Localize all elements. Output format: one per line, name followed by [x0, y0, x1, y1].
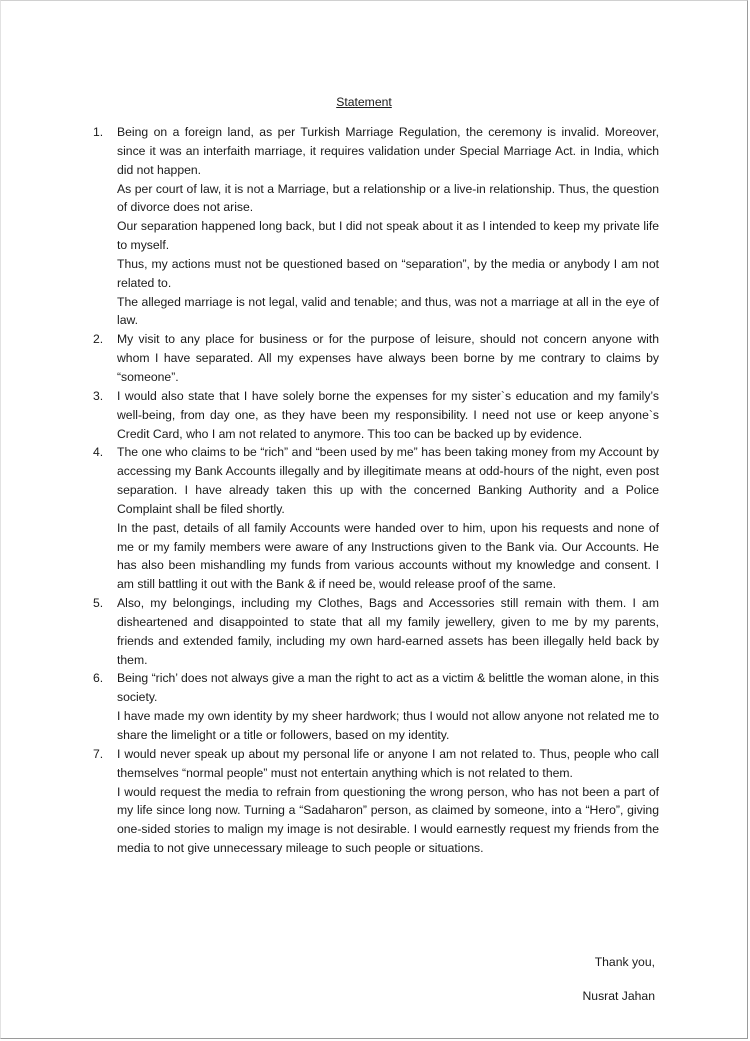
statement-list — [93, 123, 659, 858]
statement-item — [93, 745, 659, 858]
item-paragraph: The one who claims to be “rich” and “been used by me” has been taking money from my Account by accessing my Bank Accounts illegally and by illegitimate means at odd-hours of the night, even post separation. I have already taken this up with the concerned Banking Authority and a Police Complaint shall be filed shortly. — [117, 445, 659, 516]
item-paragraph: Thus, my actions must not be questioned based on “separation”, by the media or anybody I am not related to. — [117, 256, 659, 290]
item-number: 6. — [93, 671, 104, 686]
statement-item — [93, 330, 659, 387]
document-title: Statement — [336, 95, 392, 109]
item-paragraph: I would request the media to refrain from questioning the wrong person, who has not been a part of my life since long now. Turning a “Sadaharon” person, as claimed by someone, into a “Hero”, giving one-sided stories to malign my image is not desirable. I would earnestly request my friends from the media to not give unnecessary mileage to such people or situations. — [117, 784, 659, 856]
item-paragraph: I would never speak up about my personal life or anyone I am not related to. Thus, people who call themselves “normal people” must not entertain anything which is not related to them. — [117, 746, 659, 780]
item-paragraph: Also, my belongings, including my Clothes, Bags and Accessories still remain with them. I am disheartened and disappointed to state that all my family jewellery, given to me by my parents, friends and extended family, including my own hard-earned assets has been illegally held back by them. — [117, 596, 659, 667]
item-paragraph: My visit to any place for business or for the purpose of leisure, should not concern anyone with whom I have separated. All my expenses have always been borne by me contrary to claims by “someone”. — [117, 332, 659, 384]
item-paragraph: I would also state that I have solely borne the expenses for my sister`s education and my family’s well-being, from day one, as they have been my responsibility. I need not use or keep anyone`s Credit Card, who I am not related to anymore. This too can be backed up by evidence. — [117, 388, 659, 441]
statement-item — [93, 387, 659, 444]
item-number: 5. — [93, 596, 104, 611]
statement-item — [93, 594, 659, 669]
closing-block — [583, 953, 656, 1005]
item-paragraph: Being on a foreign land, as per Turkish Marriage Regulation, the ceremony is invalid. Moreover, since it was an interfaith marriage, it requires validation under Special Marriage Act. in India, which did not happen. — [117, 125, 659, 177]
item-paragraph: As per court of law, it is not a Marriage, but a relationship or a live-in relationship. Thus, the question of divorce does not arise. — [117, 181, 659, 215]
statement-item — [93, 669, 659, 744]
signature-name: Nusrat Jahan — [582, 989, 655, 1003]
item-number: 4. — [93, 445, 104, 460]
closing-thanks: Thank you, — [594, 955, 655, 969]
item-paragraph: I have made my own identity by my sheer hardwork; thus I would not allow anyone not related me to share the limelight or a title or followers, based on my identity. — [117, 709, 659, 742]
item-paragraph: Being “rich’ does not always give a man the right to act as a victim & belittle the woman alone, in this society. — [117, 671, 659, 705]
item-paragraph: Our separation happened long back, but I did not speak about it as I intended to keep my private life to myself. — [117, 219, 659, 253]
item-number: 7. — [93, 746, 104, 761]
item-number: 3. — [93, 388, 104, 403]
item-paragraph: In the past, details of all family Accounts were handed over to him, upon his requests and none of me or my family members were aware of any Instructions given to the Bank via. Our Accounts. He has also been mishandling my funds from various accounts without my knowledge and consent. I am still battling it out with the Bank & if need be, would release proof of the same. — [117, 520, 659, 592]
statement-item — [93, 443, 659, 594]
item-paragraph: The alleged marriage is not legal, valid and tenable; and thus, was not a marriage at all in the eye of law. — [117, 294, 659, 328]
statement-item — [93, 123, 659, 330]
item-number: 2. — [93, 332, 104, 347]
item-number: 1. — [93, 125, 104, 139]
